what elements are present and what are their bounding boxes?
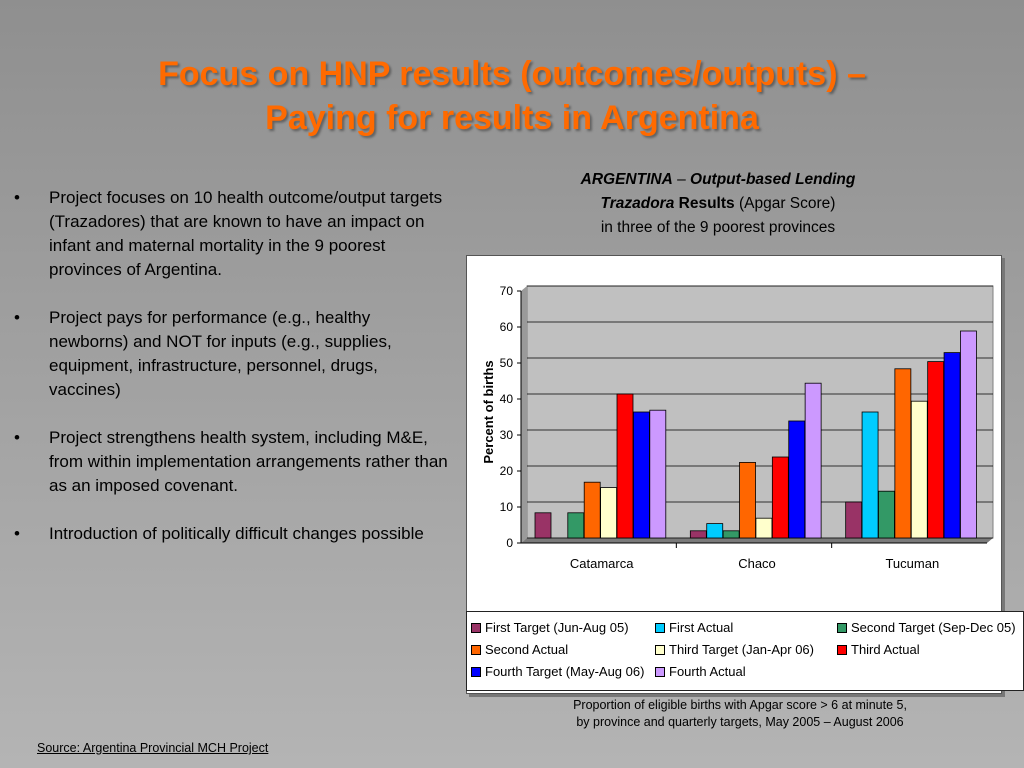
y-tick-label: 20 (499, 464, 513, 478)
bar-third-actual-chaco (772, 457, 788, 538)
source-link[interactable]: Source: Argentina Provincial MCH Project (37, 741, 269, 755)
chart-heading-country: ARGENTINA (580, 171, 673, 188)
chart-heading (468, 168, 968, 240)
caption-line-2: by province and quarterly targets, May 2005 – August 2006 (576, 715, 904, 729)
chart-heading-lending: Output-based Lending (690, 171, 856, 188)
bar-third-target-jan-apr-06--tucuman (911, 401, 927, 538)
legend-item (837, 642, 920, 657)
category-label: Catamarca (569, 556, 634, 571)
bullet-item (14, 186, 454, 282)
bar-first-target-jun-aug-05--catamarca (535, 513, 551, 538)
legend-label: Fourth Target (May-Aug 06) (485, 664, 645, 679)
bar-fourth-actual-tucuman (960, 331, 976, 538)
bar-chart (467, 256, 1001, 612)
bar-fourth-target-may-aug-06--chaco (789, 421, 805, 538)
bar-third-actual-tucuman (928, 362, 944, 538)
bullet-text: Project strengthens health system, including M&E, from within implementation arrangements rather than as an imposed covenant. (49, 428, 448, 495)
legend-item (655, 642, 814, 657)
legend-swatch (471, 667, 481, 677)
chart-heading-trazadora: Trazadora (600, 195, 675, 212)
plot-side-wall (521, 286, 527, 543)
bar-second-target-sep-dec-05--chaco (723, 531, 739, 538)
bar-second-target-sep-dec-05--tucuman (878, 491, 894, 538)
legend-label: Third Target (Jan-Apr 06) (669, 642, 814, 657)
chart-legend (466, 611, 1024, 691)
bar-fourth-actual-chaco (805, 383, 821, 538)
bar-third-actual-catamarca (617, 394, 633, 538)
y-tick-label: 10 (499, 500, 513, 514)
legend-label: Third Actual (851, 642, 920, 657)
legend-item (471, 620, 629, 635)
bar-fourth-target-may-aug-06--catamarca (633, 412, 649, 538)
y-tick-label: 40 (499, 392, 513, 406)
bar-first-target-jun-aug-05--tucuman (846, 502, 862, 538)
legend-swatch (655, 645, 665, 655)
chart-heading-apgar: (Apgar Score) (734, 195, 836, 212)
legend-label: Second Target (Sep-Dec 05) (851, 620, 1016, 635)
title-line-1: Focus on HNP results (outcomes/outputs) – (158, 55, 866, 93)
legend-item (471, 642, 568, 657)
bar-third-target-jan-apr-06--chaco (756, 518, 772, 538)
bullet-item (14, 306, 454, 402)
title-line-2: Paying for results in Argentina (265, 99, 759, 137)
bullet-symbol: • (14, 308, 20, 327)
bullet-text: Introduction of politically difficult changes possible (49, 524, 424, 543)
bullet-list (14, 186, 454, 570)
bar-second-actual-chaco (740, 462, 756, 538)
bar-fourth-actual-catamarca (650, 410, 666, 538)
legend-label: First Actual (669, 620, 734, 635)
bar-third-target-jan-apr-06--catamarca (601, 488, 617, 538)
legend-swatch (471, 645, 481, 655)
bullet-text: Project focuses on 10 health outcome/output targets (Trazadores) that are known to have an impact on infant and maternal mortality in the 9 poorest provinces of Argentina. (49, 188, 443, 279)
bullet-item (14, 426, 454, 498)
legend-item (837, 620, 1016, 635)
legend-item (471, 664, 644, 679)
legend-label: First Target (Jun-Aug 05) (485, 620, 629, 635)
chart-caption (500, 697, 980, 731)
bullet-symbol: • (14, 188, 20, 207)
plot-floor (521, 538, 993, 543)
legend-swatch (655, 667, 665, 677)
legend-label: Second Actual (485, 642, 569, 657)
y-tick-label: 0 (506, 536, 513, 550)
chart-heading-results: Results (674, 195, 735, 212)
bar-fourth-target-may-aug-06--tucuman (944, 353, 960, 538)
bar-first-actual-tucuman (862, 412, 878, 538)
y-tick-label: 60 (499, 320, 513, 334)
legend-swatch (837, 645, 847, 655)
legend-swatch (837, 623, 847, 633)
legend-swatch (655, 623, 665, 633)
y-tick-label: 70 (499, 284, 513, 298)
chart-heading-dash: – (672, 171, 691, 188)
legend-label: Fourth Actual (669, 664, 746, 679)
bullet-text: Project pays for performance (e.g., healthy newborns) and NOT for inputs (e.g., supplies, equipment, infrastructure, personnel, drugs, vaccines) (49, 308, 392, 399)
bullet-symbol: • (14, 428, 20, 447)
legend-item (655, 664, 746, 679)
slide-title (0, 52, 1024, 140)
legend-item (655, 620, 733, 635)
bar-first-actual-chaco (707, 524, 723, 538)
legend-swatch (471, 623, 481, 633)
bar-second-target-sep-dec-05--catamarca (568, 513, 584, 538)
bar-first-target-jun-aug-05--chaco (690, 531, 706, 538)
category-label: Tucuman (885, 556, 940, 571)
y-tick-label: 50 (499, 356, 513, 370)
chart-heading-provinces: in three of the 9 poorest provinces (600, 219, 836, 236)
bar-second-actual-tucuman (895, 369, 911, 538)
category-label: Chaco (738, 556, 776, 571)
bullet-item (14, 522, 454, 546)
bullet-symbol: • (14, 524, 20, 543)
y-axis-label: Percent of births (481, 360, 496, 464)
caption-line-1: Proportion of eligible births with Apgar score > 6 at minute 5, (573, 698, 907, 712)
bar-second-actual-catamarca (584, 482, 600, 538)
y-tick-label: 30 (499, 428, 513, 442)
